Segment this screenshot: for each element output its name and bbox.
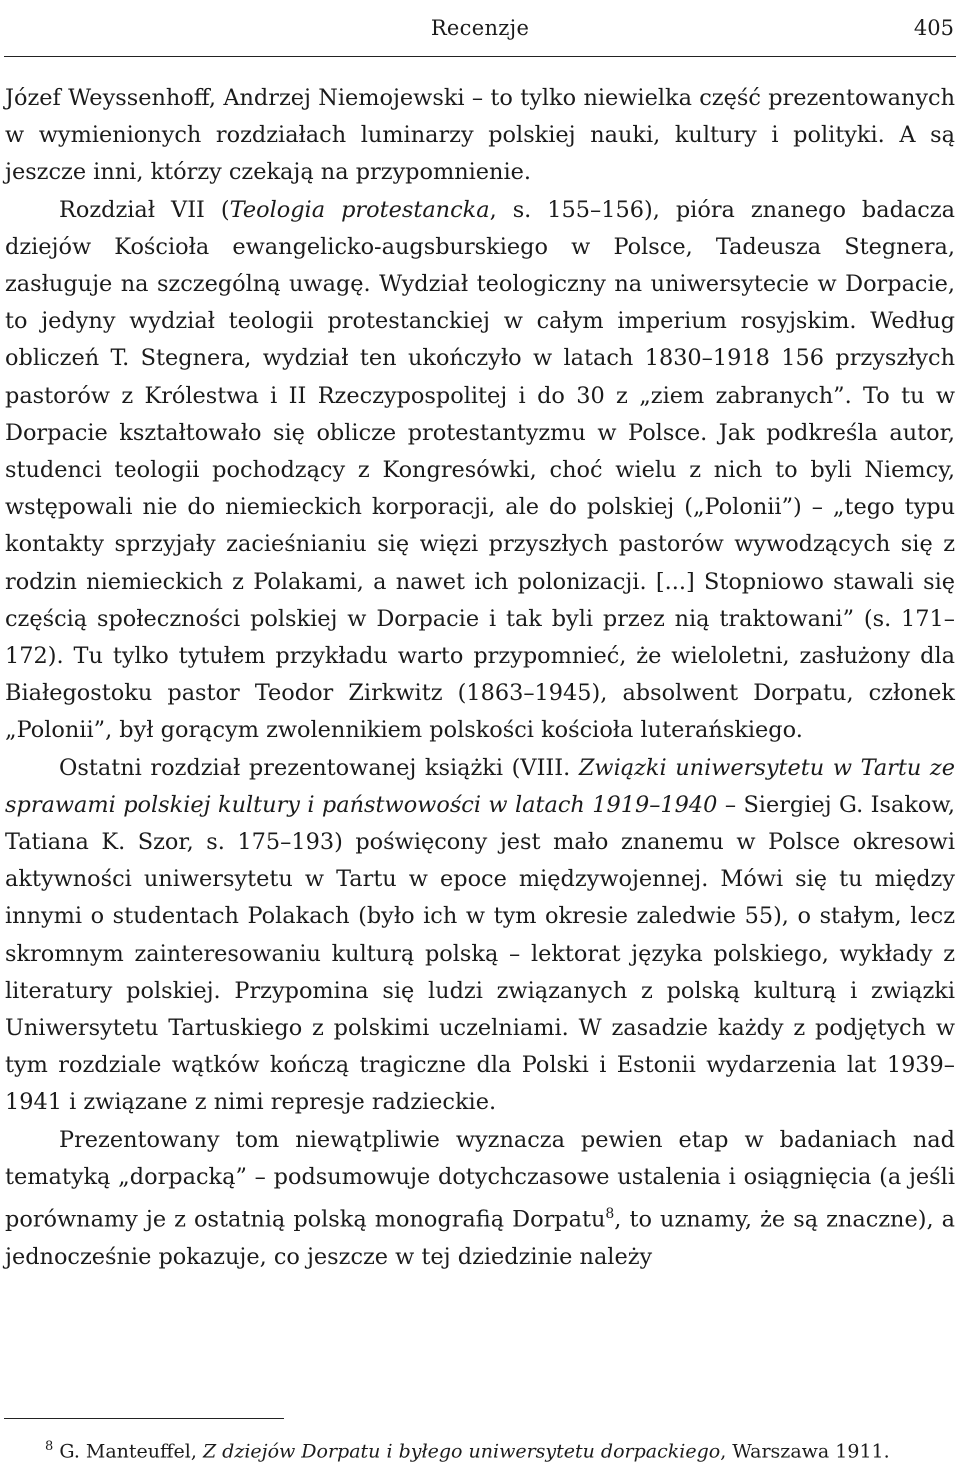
page-number: 405 xyxy=(913,16,954,40)
paragraph-3 xyxy=(5,750,955,1122)
body-text xyxy=(5,80,955,1276)
paragraph-2 xyxy=(5,192,955,750)
paragraph-1-text: Józef Weyssenhoff, Andrzej Niemojewski – to tylko niewielka część prezentowanych w wymienionych rozdziałach luminarzy polskiej nauki, kultury i polityki. A są jeszcze inni, którzy czekają na przypomnienie. xyxy=(5,85,955,186)
paragraph-3-before: Ostatni rozdział prezentowanej książki (VIII. xyxy=(59,754,579,781)
footnote-after: , Warszawa 1911. xyxy=(720,1440,890,1463)
paragraph-4-before: Prezentowany tom niewątpliwie wyznacza pewien etap w badaniach nad tematyką „dorpacką” – podsumowuje dotychczasowe ustalenia i osiągnięcia (a jeśli porównamy je z ostatnią polską monografią Dorpatu xyxy=(5,1126,955,1233)
running-head: Recenzje xyxy=(430,16,530,40)
footnote-title: Z dziejów Dorpatu i byłego uniwersytetu dorpackiego xyxy=(202,1440,721,1463)
footnote xyxy=(5,1434,955,1464)
paragraph-4 xyxy=(5,1122,955,1276)
paragraph-2-before: Rozdział VII ( xyxy=(59,196,230,223)
paragraph-1 xyxy=(5,80,955,192)
page-header xyxy=(0,12,960,46)
footnote-ref[interactable]: 8 xyxy=(605,1206,615,1223)
footnote-rule xyxy=(4,1418,284,1419)
paragraph-2-after: , s. 155–156), pióra znanego badacza dziejów Kościoła ewangelicko-augsburskiego w Polsce, Tadeusza Stegnera, zasługuje na szczególną uwagę. Wydział teologiczny na uniwersytecie w Dorpacie, to jedyny wydział teologii protestanckiej w całym imperium rosyjskim. Według obliczeń T. Stegnera, wydział ten ukończyło w latach 1830–1918 156 przyszłych pastorów z Królestwa i II Rzeczypospolitej i do 30 z „ziem zabranych”. To tu w Dorpacie kształtowało się oblicze protestantyzmu w Polsce. Jak podkreśla autor, studenci teologii pochodzący z Kongresówki, choć wielu z nich to byli Niemcy, wstępowali nie do niemieckich korporacji, ale do polskiej („Polonii”) – „tego typu kontakty sprzyjały zacieśnianiu się więzi przyszłych pastorów wywodzących się z rodzin niemieckich z Polakami, a nawet ich polonizacji. [...] Stopniowo stawali się częścią społeczności polskiej w Dorpacie i tak byli przez nią traktowani” (s. 171–172). Tu tylko tytułem przykładu warto przypomnieć, że wieloletni, zasłużony dla Białegostoku pastor Teodor Zirkwitz (1863–1945), absolwent Dorpatu, członek „Polonii”, był gorącym zwolennikiem polskości kościoła luterańskiego. xyxy=(5,196,955,744)
header-rule xyxy=(4,56,956,57)
paragraph-3-after: – Siergiej G. Isakow, Tatiana K. Szor, s. 175–193) poświęcony jest mało znanemu w Polsce okresowi aktywności uniwersytetu w Tartu w epoce międzywojennej. Mówi się tu między innymi o studentach Polakach (było ich w tym okresie zaledwie 55), o stałym, lecz skromnym zainteresowaniu kulturą polską – lektorat języka polskiego, wykłady z literatury polskiej. Przypomina się ludzi związanych z polską kulturą i związki Uniwersytetu Tartuskiego z polskimi uczelniami. W zasadzie każdy z podjętych w tym rozdziale wątków kończą tragiczne dla Polski i Estonii wydarzenia lat 1939–1941 i związane z nimi represje radzieckie. xyxy=(5,791,956,1116)
paragraph-2-title: Teologia protestancka xyxy=(229,196,490,223)
footnote-before: G. Manteuffel, xyxy=(53,1440,203,1463)
paragraph-4-after: , to uznamy, że są znaczne), a jednocześnie pokazuje, co jeszcze w tej dziedzinie należy xyxy=(5,1206,955,1270)
footnote-number: 8 xyxy=(45,1439,54,1454)
paragraph-3-title: Związki uniwersytetu w Tartu ze sprawami polskiej kultury i państwowości w latach 1919–1940 xyxy=(5,754,955,818)
